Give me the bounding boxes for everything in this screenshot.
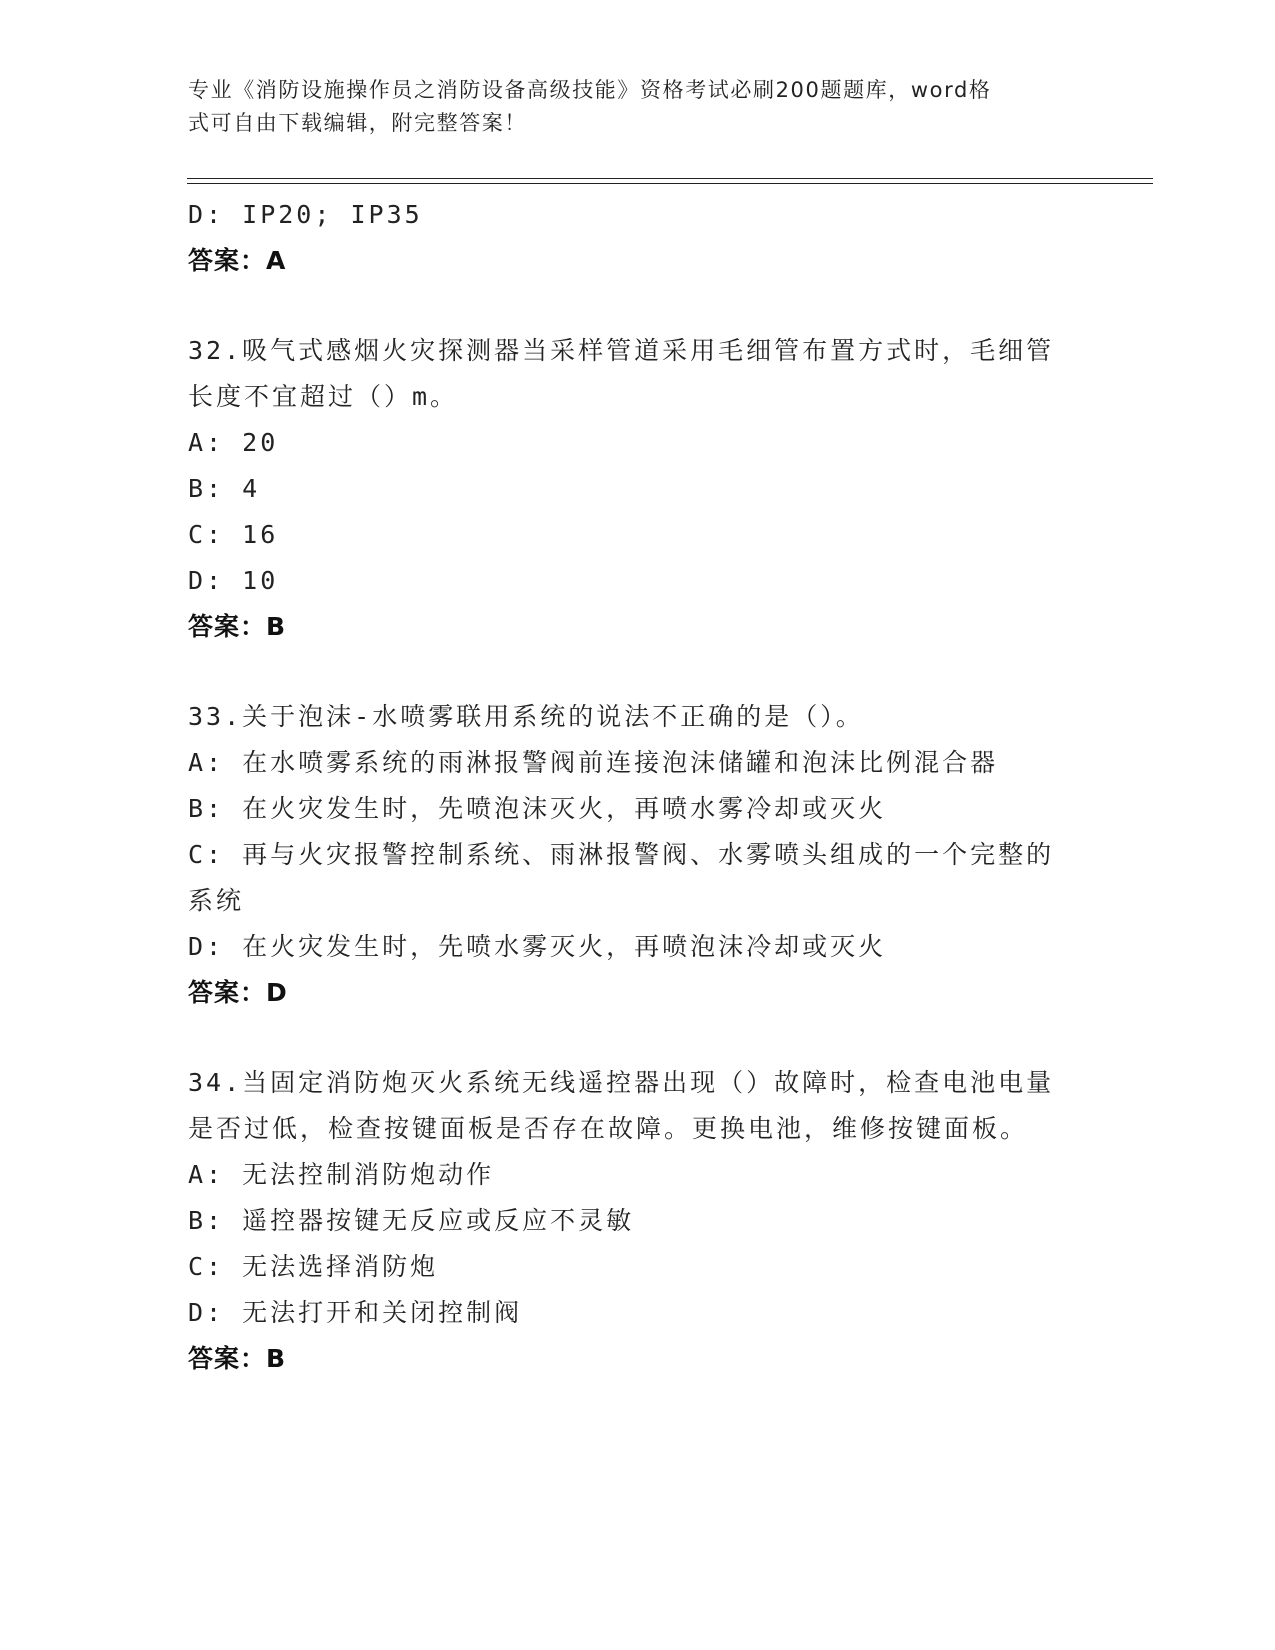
question-32 bbox=[188, 328, 1088, 650]
option-c-line-2: 系统 bbox=[188, 886, 245, 915]
answer-label: 答案：A bbox=[188, 246, 287, 275]
answer-label: 答案：B bbox=[188, 612, 287, 641]
question-stem-line-2: 长度不宜超过（）m。 bbox=[188, 382, 459, 411]
header-line-2: 式可自由下载编辑，附完整答案！ bbox=[188, 111, 527, 135]
answer-label: 答案：D bbox=[188, 978, 288, 1007]
question-33 bbox=[188, 694, 1088, 1016]
option-b: B: 遥控器按键无反应或反应不灵敏 bbox=[188, 1206, 635, 1235]
header-rule-bottom bbox=[187, 183, 1153, 184]
option-b: B: 在火灾发生时，先喷泡沫灭火，再喷水雾冷却或灭火 bbox=[188, 794, 887, 823]
option-d: D: 在火灾发生时，先喷水雾灭火，再喷泡沫冷却或灭火 bbox=[188, 932, 887, 961]
option-d: D: IP20; IP35 bbox=[188, 200, 423, 229]
option-b: B: 4 bbox=[188, 474, 261, 503]
question-list bbox=[188, 192, 1088, 1382]
option-a: A: 在水喷雾系统的雨淋报警阀前连接泡沫储罐和泡沫比例混合器 bbox=[188, 748, 999, 777]
document-header bbox=[188, 74, 1068, 140]
question-stem-line-1: 32.吸气式感烟火灾探测器当采样管道采用毛细管布置方式时，毛细管 bbox=[188, 336, 1055, 365]
option-a: A: 20 bbox=[188, 428, 279, 457]
question-stem-line-1: 33.关于泡沫-水喷雾联用系统的说法不正确的是（）。 bbox=[188, 702, 864, 731]
option-c: C: 无法选择消防炮 bbox=[188, 1252, 439, 1281]
answer-label: 答案：B bbox=[188, 1344, 287, 1373]
header-rule-top bbox=[187, 178, 1153, 179]
question-34 bbox=[188, 1060, 1088, 1382]
option-d: D: 无法打开和关闭控制阀 bbox=[188, 1298, 523, 1327]
option-c: C: 16 bbox=[188, 520, 279, 549]
option-a: A: 无法控制消防炮动作 bbox=[188, 1160, 495, 1189]
option-d: D: 10 bbox=[188, 566, 279, 595]
question-stem-line-2: 是否过低，检查按键面板是否存在故障。更换电池，维修按键面板。 bbox=[188, 1114, 1029, 1143]
option-c-line-1: C: 再与火灾报警控制系统、雨淋报警阀、水雾喷头组成的一个完整的 bbox=[188, 840, 1055, 869]
question-stem-line-1: 34.当固定消防炮灭火系统无线遥控器出现（）故障时，检查电池电量 bbox=[188, 1068, 1055, 1097]
previous-question-tail bbox=[188, 192, 1088, 284]
header-line-1: 专业《消防设施操作员之消防设备高级技能》资格考试必刷200题题库，word格 bbox=[188, 78, 992, 102]
